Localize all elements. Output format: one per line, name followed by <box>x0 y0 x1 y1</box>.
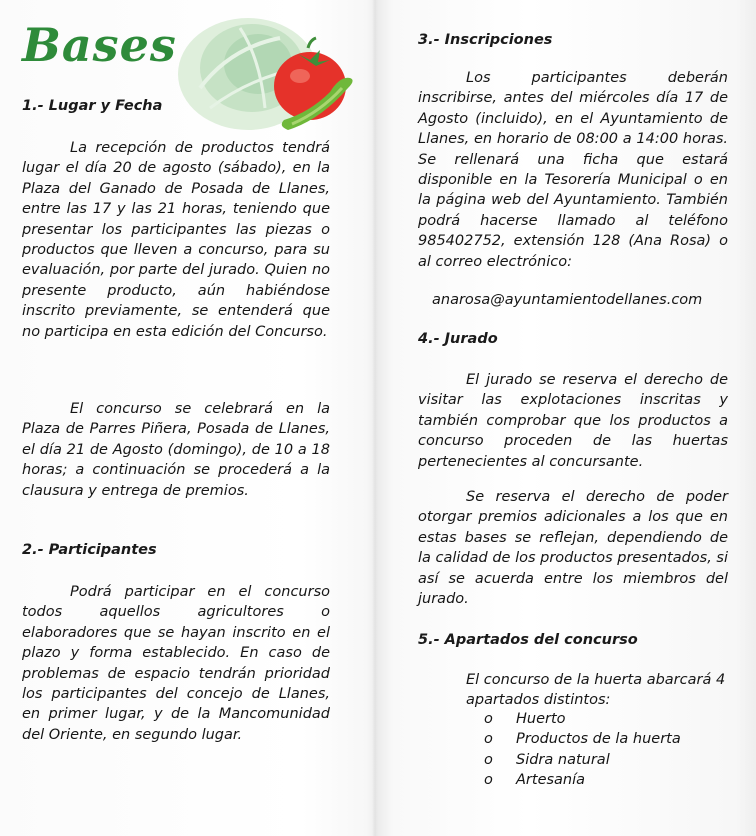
page-edge-shadow <box>736 0 756 836</box>
paragraph-apartados-intro: El concurso de la huerta abarcará 4 apartados distintos: <box>466 672 726 709</box>
heading-apartados: 5.- Apartados del concurso <box>418 632 638 648</box>
vegetables-illustration <box>170 8 370 138</box>
heading-jurado: 4.- Jurado <box>418 331 498 347</box>
list-item: o Huerto <box>484 709 681 729</box>
heading-participantes: 2.- Participantes <box>22 542 157 558</box>
heading-lugar-fecha: 1.- Lugar y Fecha <box>22 98 163 114</box>
paragraph-lugar-2: El concurso se celebrará en la Plaza de Parres Piñera, Posada de Llanes, el día 21 de Agosto (domingo), de 10 a 18 horas; a continuación se procederá a la clausura y entrega de premios. <box>22 401 330 499</box>
paragraph-lugar-1: La recepción de productos tendrá lugar el día 20 de agosto (sábado), en la Plaza del Ganado de Posada de Llanes, entre las 17 y las 21 horas, teniendo que presentar los participantes las piezas o productos que lleven a concurso, para su evaluación, por parte del jurado. Quien no presente producto, aún habiéndose inscrito previamente, se entenderá que no participa en esta edición del Concurso. <box>22 140 330 340</box>
page-fold <box>372 0 378 836</box>
paragraph-participantes: Podrá participar en el concurso todos aquellos agricultores o elaboradores que se hayan inscrito en el plazo y forma establecido. En caso de problemas de espacio tendrán prioridad los participantes del concejo de Llanes, en primer lugar, y de la Mancomunidad del Oriente, en segundo lugar. <box>22 584 330 743</box>
list-item: o Sidra natural <box>484 750 681 770</box>
paragraph-inscripciones: Los participantes deberán inscribirse, antes del miércoles día 17 de Agosto (incluido), en el Ayuntamiento de Llanes, en horario de 08:00 a 14:00 horas. Se rellenará una ficha que estará disponible en la Tesorería Municipal o en la página web del Ayuntamiento. También podrá hacerse llamado al teléfono 985402752, extensión 128 (Ana Rosa) o al correo electrónico: <box>418 70 728 270</box>
heading-inscripciones: 3.- Inscripciones <box>418 32 553 48</box>
paragraph-jurado-1: El jurado se reserva el derecho de visitar las explotaciones inscritas y también comprobar que los productos a concurso proceden de las huertas pertenecientes al concursante. <box>418 372 728 470</box>
list-item: o Artesanía <box>484 770 681 790</box>
paragraph-jurado-2: Se reserva el derecho de poder otorgar premios adicionales a los que en estas bases se reflejan, dependiendo de la calidad de los productos presentados, si así se acuerda entre los miembros del jurado. <box>418 489 729 608</box>
apartados-list <box>484 709 681 791</box>
contact-email: anarosa@ayuntamientodellanes.com <box>432 292 703 308</box>
page-title: Bases <box>22 18 177 72</box>
list-item: o Productos de la huerta <box>484 729 681 749</box>
